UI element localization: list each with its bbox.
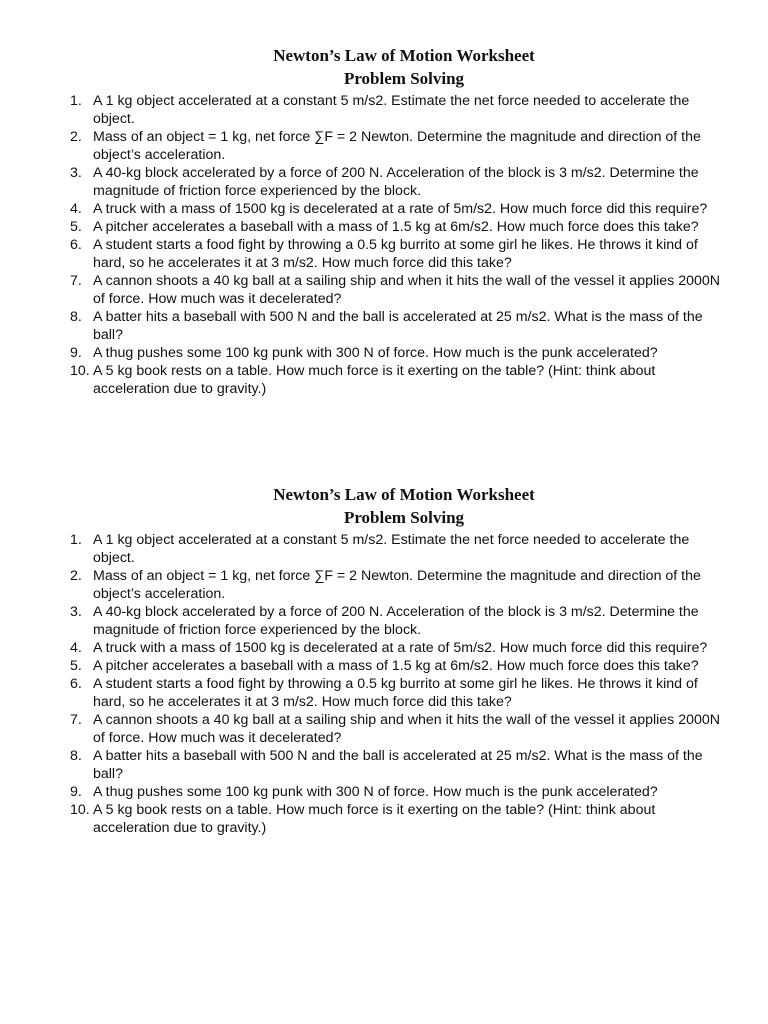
problem-item (70, 218, 730, 236)
problem-number: 5. (70, 658, 82, 674)
problem-item (70, 200, 730, 218)
worksheet-subtitle: Problem Solving (343, 69, 465, 88)
problem-item (70, 272, 730, 308)
problem-item (70, 783, 730, 801)
problem-number: 4. (70, 201, 82, 217)
problem-number: 7. (70, 712, 82, 728)
problem-text: A 40-kg block accelerated by a force of 200 N. Acceleration of the block is 3 m/s2. Determine the magnitude of friction force experienced by the block. (93, 165, 699, 199)
problem-number: 5. (70, 219, 82, 235)
problem-text: A student starts a food fight by throwing a 0.5 kg burrito at some girl he likes. He throws it kind of hard, so he accelerates it at 3 m/s2. How much force did this take? (93, 237, 698, 271)
worksheet-title: Newton’s Law of Motion Worksheet (273, 485, 535, 504)
problem-item (70, 657, 730, 675)
problem-number: 1. (70, 532, 82, 548)
problem-number: 7. (70, 273, 82, 289)
problem-text: Mass of an object = 1 kg, net force ∑F = 2 Newton. Determine the magnitude and direction of the object’s acceleration. (93, 568, 701, 602)
problem-item (70, 128, 730, 164)
worksheet-title: Newton’s Law of Motion Worksheet (273, 46, 535, 65)
problem-number: 3. (70, 165, 82, 181)
problem-number: 1. (70, 93, 82, 109)
problem-text: A cannon shoots a 40 kg ball at a sailing ship and when it hits the wall of the vessel it applies 2000N of force. How much was it decelerated? (93, 712, 721, 746)
problem-number: 8. (70, 748, 82, 764)
problem-text: A 5 kg book rests on a table. How much force is it exerting on the table? (Hint: think about acceleration due to gravity.) (93, 802, 656, 836)
problem-item (70, 567, 730, 603)
problem-item (70, 801, 730, 837)
problem-text: A 40-kg block accelerated by a force of 200 N. Acceleration of the block is 3 m/s2. Determine the magnitude of friction force experienced by the block. (93, 604, 699, 638)
problem-text: A 1 kg object accelerated at a constant 5 m/s2. Estimate the net force needed to accelerate the object. (93, 532, 690, 566)
problem-item (70, 639, 730, 657)
problem-text: A thug pushes some 100 kg punk with 300 N of force. How much is the punk accelerated? (93, 784, 658, 800)
problem-item (70, 92, 730, 128)
problem-text: A pitcher accelerates a baseball with a mass of 1.5 kg at 6m/s2. How much force does this take? (93, 219, 699, 235)
problem-number: 4. (70, 640, 82, 656)
problem-text: A batter hits a baseball with 500 N and the ball is accelerated at 25 m/s2. What is the mass of the ball? (93, 309, 703, 343)
problem-item (70, 711, 730, 747)
problem-number: 6. (70, 237, 82, 253)
worksheet-subtitle: Problem Solving (343, 508, 465, 527)
problem-number: 2. (70, 568, 82, 584)
problem-list (70, 92, 730, 398)
problem-item (70, 164, 730, 200)
problem-number: 9. (70, 784, 82, 800)
problem-number: 6. (70, 676, 82, 692)
problem-text: A pitcher accelerates a baseball with a mass of 1.5 kg at 6m/s2. How much force does this take? (93, 658, 699, 674)
problem-text: A student starts a food fight by throwing a 0.5 kg burrito at some girl he likes. He throws it kind of hard, so he accelerates it at 3 m/s2. How much force did this take? (93, 676, 698, 710)
problem-item (70, 344, 730, 362)
problem-number: 10. (70, 802, 90, 818)
problem-item (70, 747, 730, 783)
problem-text: A 1 kg object accelerated at a constant 5 m/s2. Estimate the net force needed to accelerate the object. (93, 93, 690, 127)
problem-number: 2. (70, 129, 82, 145)
problem-text: A truck with a mass of 1500 kg is decelerated at a rate of 5m/s2. How much force did this require? (93, 640, 708, 656)
problem-text: A 5 kg book rests on a table. How much force is it exerting on the table? (Hint: think about acceleration due to gravity.) (93, 363, 656, 397)
problem-number: 10. (70, 363, 90, 379)
problem-number: 3. (70, 604, 82, 620)
problem-number: 8. (70, 309, 82, 325)
problem-text: A cannon shoots a 40 kg ball at a sailing ship and when it hits the wall of the vessel it applies 2000N of force. How much was it decelerated? (93, 273, 721, 307)
problem-list (70, 531, 730, 837)
problem-text: Mass of an object = 1 kg, net force ∑F = 2 Newton. Determine the magnitude and direction of the object’s acceleration. (93, 129, 701, 163)
problem-item (70, 362, 730, 398)
problem-item (70, 531, 730, 567)
problem-item (70, 308, 730, 344)
problem-number: 9. (70, 345, 82, 361)
problem-item (70, 675, 730, 711)
problem-item (70, 603, 730, 639)
worksheet-bottom (70, 483, 730, 837)
problem-item (70, 236, 730, 272)
worksheet-top (70, 44, 730, 398)
problem-text: A batter hits a baseball with 500 N and the ball is accelerated at 25 m/s2. What is the mass of the ball? (93, 748, 703, 782)
problem-text: A truck with a mass of 1500 kg is decelerated at a rate of 5m/s2. How much force did this require? (93, 201, 708, 217)
problem-text: A thug pushes some 100 kg punk with 300 N of force. How much is the punk accelerated? (93, 345, 658, 361)
